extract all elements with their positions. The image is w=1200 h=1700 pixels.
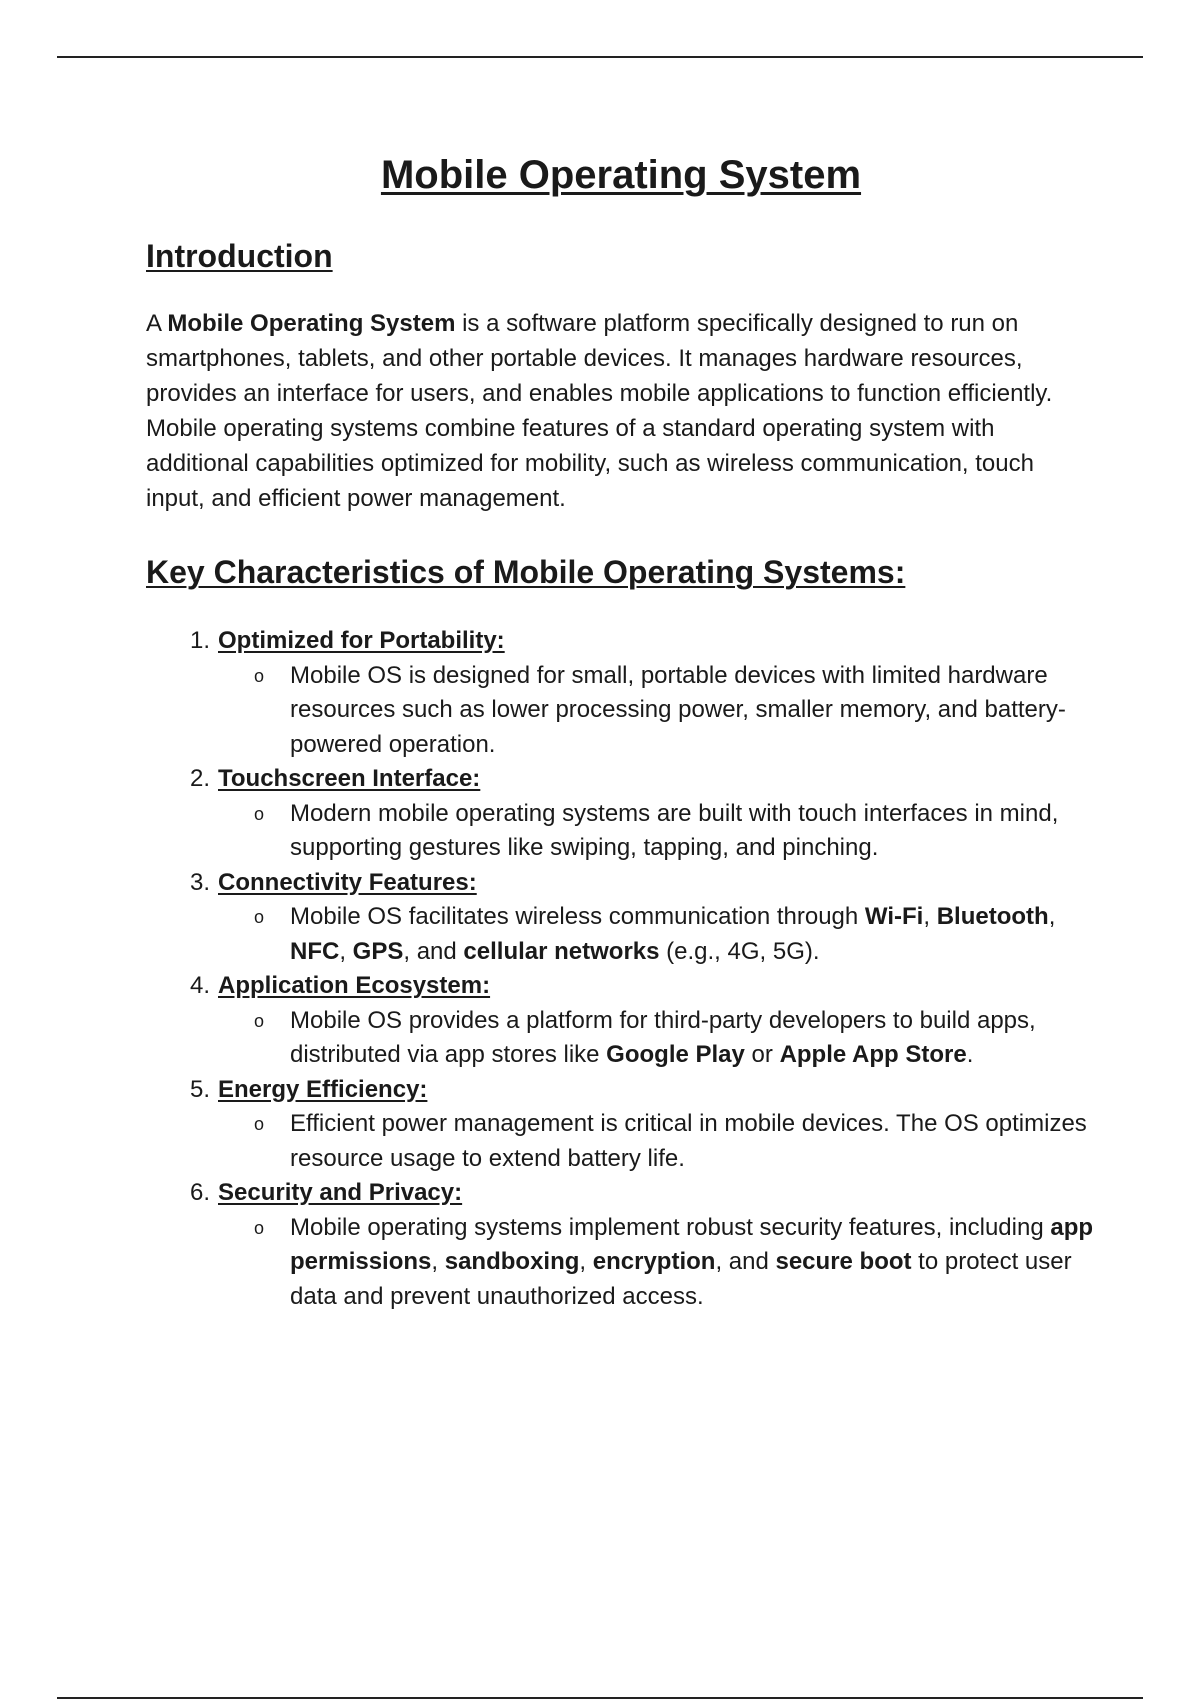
sub-list-item: o Modern mobile operating systems are built with touch interfaces in mind, supporting gestures like swiping, tapping, and pinching.: [218, 797, 1110, 866]
bullet-icon: o: [254, 1217, 265, 1238]
term-mobile-operating-system: Mobile Operating System: [167, 310, 456, 337]
bullet-icon: o: [254, 1010, 265, 1031]
item-title: Security and Privacy:: [218, 1179, 463, 1206]
characteristics-list: [146, 624, 1096, 1314]
document-title: Mobile Operating System: [380, 153, 862, 197]
item-title: Application Ecosystem:: [218, 972, 491, 999]
bullet-icon: o: [254, 665, 265, 686]
sub-list-item: o Mobile OS provides a platform for third-party developers to build apps, distributed via app stores like Google Play or Apple App Store.: [218, 1004, 1110, 1073]
item-number: 6.: [189, 1179, 210, 1206]
item-title: Optimized for Portability:: [218, 627, 505, 654]
item-number: 3.: [189, 868, 210, 896]
sub-list: [218, 659, 1096, 763]
item-title: Touchscreen Interface:: [218, 765, 481, 792]
sub-list-item: o Mobile OS is designed for small, portable devices with limited hardware resources such as lower processing power, smaller memory, and battery-powered operation.: [218, 659, 1110, 763]
item-title: Energy Efficiency:: [218, 1075, 428, 1103]
introduction-paragraph: A Mobile Operating System is a software platform specifically designed to run on smartphones, tablets, and other portable devices. It manages hardware resources, provides an interface for users, and enables mobile applications to function efficiently. Mobile operating systems combine features of a standard operating system with additional capabilities optimized for mobility, such as wireless communication, touch input, and efficient power management.: [146, 310, 1053, 512]
bullet-icon: o: [254, 907, 265, 927]
sub-list-item: o Mobile OS facilitates wireless communication through Wi-Fi, Bluetooth, NFC, GPS, and cellular networks (e.g., 4G, 5G).: [218, 900, 1110, 969]
sub-list: [218, 1004, 1096, 1073]
bullet-icon: o: [254, 1114, 265, 1134]
list-item: [146, 624, 1096, 762]
item-number: 4.: [189, 972, 210, 999]
introduction-heading: Introduction: [146, 238, 333, 274]
list-item: [146, 866, 1096, 970]
sub-list-item: o Efficient power management is critical in mobile devices. The OS optimizes resource usage to extend battery life.: [218, 1107, 1110, 1176]
list-item: [146, 1176, 1096, 1314]
sub-list: [218, 900, 1096, 969]
key-characteristics-heading: Key Characteristics of Mobile Operating Systems:: [146, 554, 906, 590]
sub-list: [218, 1211, 1096, 1315]
list-item: [146, 1073, 1096, 1177]
item-number: 1.: [189, 627, 210, 654]
document-page: [146, 148, 1096, 1314]
list-item: [146, 969, 1096, 1073]
item-number: 5.: [189, 1075, 210, 1103]
page-bottom-rule: [57, 1697, 1143, 1699]
sub-list-item: o Mobile operating systems implement robust security features, including app permissions, sandboxing, encryption, and secure boot to protect user data and prevent unauthorized access.: [218, 1211, 1110, 1315]
sub-list: [218, 797, 1096, 866]
page-top-rule: [57, 56, 1143, 58]
item-number: 2.: [189, 765, 210, 792]
sub-list: [218, 1107, 1096, 1176]
list-item: [146, 762, 1096, 866]
bullet-icon: o: [254, 803, 265, 824]
item-title: Connectivity Features:: [218, 868, 477, 896]
